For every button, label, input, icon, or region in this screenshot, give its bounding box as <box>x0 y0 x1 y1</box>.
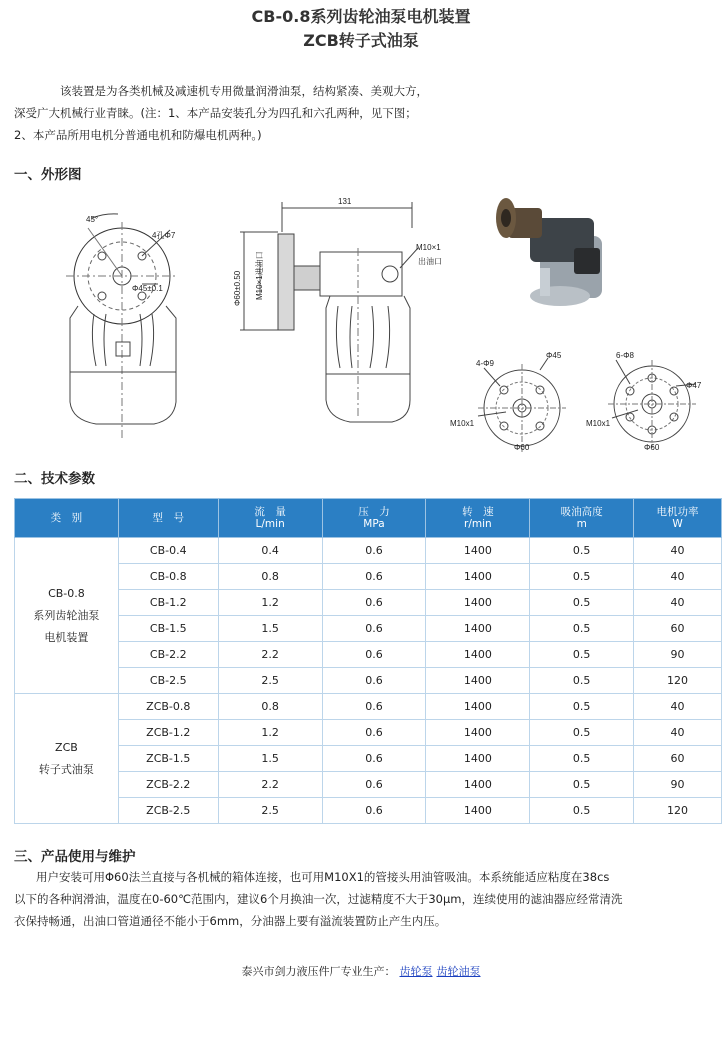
inlet-label: M10×1进油口 <box>255 251 264 300</box>
column-header <box>118 499 218 538</box>
spec-table <box>14 498 722 824</box>
column-header <box>426 499 530 538</box>
column-header-label: 电机功率 <box>656 506 699 518</box>
table-cell: 40 <box>634 590 722 616</box>
table-cell: 0.6 <box>322 642 426 668</box>
table-cell: 1.5 <box>218 616 322 642</box>
thread-label: M10×1 <box>416 243 441 252</box>
four-hole-thread-label: M10x1 <box>450 419 475 428</box>
table-cell: 0.6 <box>322 590 426 616</box>
table-cell: 0.5 <box>530 746 634 772</box>
usage-line: 用户安装可用Φ60法兰直接与各机械的箱体连接，也可用M10X1的管接头用油管吸油。本系统能适应粘度在38cs <box>36 870 610 884</box>
section-heading-usage: 三、产品使用与维护 <box>14 849 136 865</box>
table-row <box>15 642 722 668</box>
table-cell: 40 <box>634 564 722 590</box>
table-cell: 0.6 <box>322 564 426 590</box>
front-view-drawing <box>66 214 178 438</box>
table-row <box>15 668 722 694</box>
table-cell: 1400 <box>426 590 530 616</box>
table-cell: 2.2 <box>218 772 322 798</box>
intro-paragraph <box>14 80 714 146</box>
column-header <box>322 499 426 538</box>
table-cell: 0.5 <box>530 590 634 616</box>
angle-label: 45° <box>86 215 99 224</box>
column-header-label: 流 量 <box>254 506 286 518</box>
table-cell: 0.6 <box>322 668 426 694</box>
table-row <box>15 590 722 616</box>
table-cell: 90 <box>634 642 722 668</box>
section-heading-outline: 一、外形图 <box>14 167 82 183</box>
table-cell: 1400 <box>426 720 530 746</box>
table-cell: ZCB-2.2 <box>118 772 218 798</box>
table-cell: 1400 <box>426 746 530 772</box>
table-cell: ZCB-1.5 <box>118 746 218 772</box>
category-cell <box>15 694 119 824</box>
usage-line: 以下的各种润滑油，温度在0-60℃范围内，建议6个月换油一次，过滤精度不大于30μm，连续使用的滤油器应经常清洗 <box>14 892 623 906</box>
table-cell: CB-0.8 <box>118 564 218 590</box>
table-cell: 0.8 <box>218 694 322 720</box>
table-cell: 0.6 <box>322 772 426 798</box>
table-cell: 120 <box>634 668 722 694</box>
flange-diameter-label: Φ60±0.50 <box>233 270 242 306</box>
table-cell: 0.5 <box>530 616 634 642</box>
table-cell: 40 <box>634 538 722 564</box>
table-row <box>15 798 722 824</box>
table-cell: 0.4 <box>218 538 322 564</box>
column-header-label: 转 速 <box>462 506 494 518</box>
intro-line: 该装置是为各类机械及减速机专用微量润滑油泵，结构紧凑、美观大方， <box>60 84 428 98</box>
table-cell: 40 <box>634 694 722 720</box>
table-cell: 1400 <box>426 798 530 824</box>
intro-line: 2、本产品所用电机分普通电机和防爆电机两种。) <box>14 128 262 142</box>
holes-label: 4孔Φ7 <box>152 231 176 240</box>
column-header <box>634 499 722 538</box>
table-row <box>15 694 722 720</box>
gear-oil-pump-link[interactable]: 齿轮油泵 <box>436 965 481 978</box>
table-cell: 40 <box>634 720 722 746</box>
manufacturer-line <box>0 963 722 979</box>
table-row <box>15 564 722 590</box>
category-label: 系列齿轮油泵 <box>33 608 100 622</box>
table-cell: 0.5 <box>530 564 634 590</box>
table-row <box>15 720 722 746</box>
usage-line: 衣保持畅通，出油口管道通径不能小于6mm，分油器上要有溢流装置防止产生内压。 <box>14 914 447 928</box>
category-label: 电机装置 <box>44 630 89 644</box>
table-cell: 0.8 <box>218 564 322 590</box>
section-heading-specs: 二、技术参数 <box>14 471 95 487</box>
column-header-unit: MPa <box>363 518 385 530</box>
table-cell: 1400 <box>426 538 530 564</box>
page-subtitle: ZCB转子式油泵 <box>303 31 419 50</box>
category-label: ZCB <box>55 740 78 754</box>
pump-motor-photo <box>496 198 602 306</box>
table-cell: CB-0.4 <box>118 538 218 564</box>
column-header-unit: m <box>576 518 587 530</box>
table-cell: 1.5 <box>218 746 322 772</box>
table-cell: 0.5 <box>530 772 634 798</box>
table-cell: CB-1.5 <box>118 616 218 642</box>
table-cell: 0.5 <box>530 642 634 668</box>
column-header-label: 压 力 <box>358 506 390 518</box>
side-view-drawing <box>233 197 442 422</box>
outline-drawings <box>0 188 722 460</box>
length-label: 131 <box>338 197 352 206</box>
four-hole-holes-label: 4-Φ9 <box>476 359 494 368</box>
table-cell: 1400 <box>426 772 530 798</box>
table-cell: 0.6 <box>322 746 426 772</box>
table-cell: 0.5 <box>530 538 634 564</box>
column-header-unit: W <box>672 518 683 530</box>
table-row <box>15 772 722 798</box>
table-cell: 0.6 <box>322 538 426 564</box>
table-row <box>15 746 722 772</box>
column-header-label: 型 号 <box>152 512 185 524</box>
table-cell: ZCB-1.2 <box>118 720 218 746</box>
table-cell: 1400 <box>426 668 530 694</box>
outlet-label: 出油口 <box>418 257 442 266</box>
column-header-unit: L/min <box>255 518 285 530</box>
table-cell: 0.5 <box>530 720 634 746</box>
table-cell: ZCB-2.5 <box>118 798 218 824</box>
table-cell: 0.5 <box>530 694 634 720</box>
table-row <box>15 616 722 642</box>
table-cell: 120 <box>634 798 722 824</box>
category-label: 转子式油泵 <box>38 762 94 776</box>
table-cell: 90 <box>634 772 722 798</box>
six-hole-thread-label: M10x1 <box>586 419 611 428</box>
category-cell <box>15 538 119 694</box>
page-title: CB-0.8系列齿轮油泵电机装置 <box>251 7 471 26</box>
column-header <box>15 499 119 538</box>
table-cell: CB-2.5 <box>118 668 218 694</box>
table-cell: 1.2 <box>218 720 322 746</box>
six-hole-holes-label: 6-Φ8 <box>616 351 634 360</box>
gear-pump-link[interactable]: 齿轮泵 <box>399 965 433 978</box>
manufacturer-text: 泰兴市剑力液压件厂专业生产： <box>241 965 396 978</box>
table-cell: 1400 <box>426 642 530 668</box>
column-header <box>530 499 634 538</box>
table-row <box>15 538 722 564</box>
table-cell: ZCB-0.8 <box>118 694 218 720</box>
six-hole-pcd-label: Φ47 <box>686 381 702 390</box>
intro-line: 深受广大机械行业青睐。(注：1、本产品安装孔分为四孔和六孔两种，见下图； <box>14 106 417 120</box>
table-cell: 1400 <box>426 564 530 590</box>
four-hole-pcd-label: Φ45 <box>546 351 562 360</box>
table-cell: CB-2.2 <box>118 642 218 668</box>
table-cell: 0.5 <box>530 798 634 824</box>
column-header-unit: r/min <box>464 518 492 530</box>
table-cell: 0.5 <box>530 668 634 694</box>
column-header-label: 类 别 <box>50 512 83 524</box>
table-cell: 2.5 <box>218 668 322 694</box>
table-cell: 1400 <box>426 616 530 642</box>
table-cell: 60 <box>634 616 722 642</box>
column-header-label: 吸油高度 <box>560 506 603 518</box>
usage-paragraph <box>14 866 722 932</box>
six-hole-view <box>586 351 702 452</box>
category-label: CB-0.8 <box>48 586 85 600</box>
table-cell: 0.6 <box>322 616 426 642</box>
four-hole-od-label: Φ60 <box>514 443 530 452</box>
pcd-label: Φ45±0.1 <box>132 284 163 293</box>
table-cell: 1.2 <box>218 590 322 616</box>
table-cell: 60 <box>634 746 722 772</box>
table-cell: 2.5 <box>218 798 322 824</box>
table-cell: 0.6 <box>322 720 426 746</box>
six-hole-od-label: Φ60 <box>644 443 660 452</box>
four-hole-view <box>450 351 566 452</box>
table-cell: 0.6 <box>322 694 426 720</box>
table-cell: 0.6 <box>322 798 426 824</box>
column-header <box>218 499 322 538</box>
table-cell: CB-1.2 <box>118 590 218 616</box>
table-cell: 1400 <box>426 694 530 720</box>
table-header-row <box>15 499 722 538</box>
table-cell: 2.2 <box>218 642 322 668</box>
